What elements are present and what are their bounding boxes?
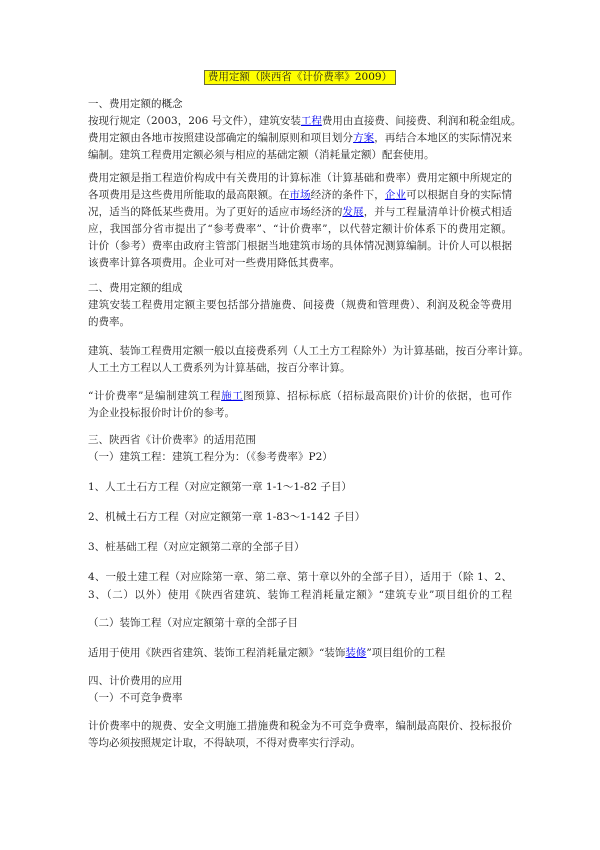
section-heading: 一、费用定额的概念 <box>88 98 183 110</box>
document-title: 费用定额（陕西省《计价费率》2009） <box>204 70 396 85</box>
paragraph-line <box>88 187 512 203</box>
paragraph-line: 计价费率中的规费、安全文明施工措施费和税金为不可竞争费率，编制最高限价、投标报价 <box>88 720 512 732</box>
section-heading: 三、陕西省《计价费率》的适用范围 <box>88 434 256 446</box>
paragraph-line: 等均必须按照规定计取，不得缺项，不得对费率实行浮动。 <box>88 737 361 749</box>
text-run: ”项目组价的工程 <box>366 647 446 659</box>
link-fazhan[interactable]: 发展 <box>342 206 364 218</box>
subsection-heading: （一）建筑工程：建筑工程分为：（《参考费率》P2） <box>88 451 333 463</box>
section-heading: 四、计价费用的应用 <box>88 675 183 687</box>
link-shigong[interactable]: 施工 <box>221 390 244 402</box>
title-row <box>0 65 600 83</box>
paragraph-line: 费用定额是指工程造价构成中有关费用的计算标准（计算基础和费率）费用定额中所规定的 <box>88 172 512 184</box>
link-fangan[interactable]: 方案 <box>353 132 375 144</box>
paragraph-line <box>88 130 512 146</box>
list-item: 4、一般土建工程（对应除第一章、第二章、第十章以外的全部子目），适用于（除 1、2、 <box>88 571 512 583</box>
paragraph-line: 建筑、装饰工程费用定额一般以直接费系列（人工土方工程除外）为计算基础，按百分率计算。 <box>88 345 529 357</box>
link-shichang[interactable]: 市场 <box>289 189 311 201</box>
list-item: 2、机械土石方工程（对应定额第一章 1-83～1-142 子目） <box>88 511 366 523</box>
text-run: 况，适当的降低某些费用。为了更好的适应市场经济的 <box>88 206 343 218</box>
text-run: 适用于使用《陕西省建筑、装饰工程消耗量定额》“装饰 <box>88 647 346 659</box>
paragraph-line: 建筑安装工程费用定额主要包括部分措施费、间接费（规费和管理费）、利润及税金等费用 <box>88 299 512 311</box>
subsection-heading: （一）不可竞争费率 <box>88 692 183 704</box>
list-item: 1、人工土石方工程（对应定额第一章 1-1～1-82 子目） <box>88 481 352 493</box>
paragraph-line: 计价（参考）费率由政府主管部门根据当地建筑市场的具体情况测算编制。计价人可以根据 <box>88 240 512 252</box>
text-run: 按现行规定（2003，206 号文件），建筑安装 <box>88 115 301 127</box>
paragraph-line: 应，我国部分省市提出了“参考费率”、“计价费率”，以代替定额计价体系下的费用定额。 <box>88 223 512 235</box>
paragraph-line: 为企业投标报价时计价的参考。 <box>88 407 235 419</box>
paragraph-line <box>88 388 512 404</box>
text-run: ，并与工程量清单计价模式相适 <box>363 206 513 218</box>
text-run: 费用定额由各地市按照建设部确定的编制原则和项目划分 <box>88 132 354 144</box>
list-item-continuation: 3、（二）以外）使用《陕西省建筑、装饰工程消耗量定额》“建筑专业”项目组价的工程 <box>88 589 512 601</box>
paragraph-line <box>88 204 512 220</box>
paragraph-line: 人工土方工程以人工费系列为计算基础，按百分率计算。 <box>88 362 351 374</box>
text-run: 图预算、招标标底（招标最高限价)计价的依据，也可作 <box>243 390 512 402</box>
link-qiye[interactable]: 企业 <box>384 189 407 201</box>
paragraph-line: 该费率计算各项费用。企业可对一些费用降低其费率。 <box>88 257 340 269</box>
paragraph-line <box>88 113 522 129</box>
text-run: 经济的条件下， <box>310 189 385 201</box>
paragraph-line: 的费率。 <box>88 316 130 328</box>
text-run: 费用由直接费、间接费、利润和税金组成。 <box>321 115 522 127</box>
link-gongcheng[interactable]: 工程 <box>300 115 322 127</box>
paragraph-line: 编制。建筑工程费用定额必须与相应的基础定额（消耗量定额）配套使用。 <box>88 149 435 161</box>
text-run: ，再结合本地区的实际情况来 <box>374 132 513 144</box>
subsection-heading: （二）装饰工程（对应定额第十章的全部子目 <box>88 617 298 629</box>
list-item: 3、桩基础工程（对应定额第二章的全部子目） <box>88 541 305 553</box>
text-run: 可以根据自身的实际情 <box>406 189 513 201</box>
section-heading: 二、费用定额的组成 <box>88 282 183 294</box>
text-run: “计价费率”是编制建筑工程 <box>88 390 222 402</box>
text-run: 各项费用是这些费用所能取的最高限额。在 <box>88 189 290 201</box>
link-zhuangxiu[interactable]: 装修 <box>345 647 367 659</box>
paragraph-line <box>88 645 445 661</box>
